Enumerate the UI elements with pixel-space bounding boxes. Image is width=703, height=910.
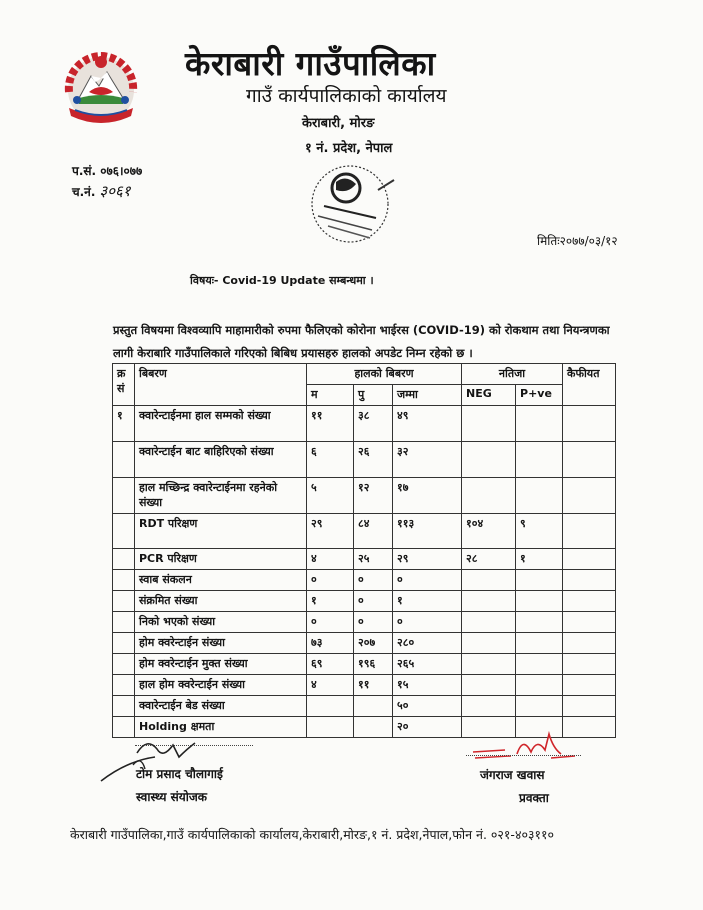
cell-positive: ९ [516,514,563,549]
cell-description: RDT परिक्षण [135,514,307,549]
table-row [113,612,616,633]
table-row [113,514,616,549]
cell-female: ७३ [307,633,354,654]
cell-male: ० [354,612,393,633]
office-subtitle: गाउँ कार्यपालिकाको कार्यालय [246,85,447,107]
table-row [113,633,616,654]
table-row [113,591,616,612]
cell-negative: १०४ [462,514,516,549]
cell-total: २९ [393,549,462,570]
table-row [113,675,616,696]
cell-remarks [563,696,616,717]
cell-total: १७ [393,478,462,514]
cell-female: ५ [307,478,354,514]
cell-female: १ [307,591,354,612]
cell-total: ० [393,612,462,633]
cell-total: १ [393,591,462,612]
cell-negative [462,696,516,717]
table-row [113,570,616,591]
cell-female: २९ [307,514,354,549]
cell-remarks [563,675,616,696]
cell-remarks [563,406,616,442]
covid-update-table [112,363,616,738]
cell-serial [113,633,135,654]
cell-remarks [563,591,616,612]
cell-negative [462,570,516,591]
cell-female: ४ [307,675,354,696]
cell-male: २६ [354,442,393,478]
cell-remarks [563,654,616,675]
cell-description: स्वाब संकलन [135,570,307,591]
cell-male: ३८ [354,406,393,442]
cell-total: ५० [393,696,462,717]
signature-right [465,728,580,764]
cell-positive [516,406,563,442]
header-total: जम्मा [393,385,462,406]
cell-positive [516,442,563,478]
header-male: पु [354,385,393,406]
header-serial: क्र सं [113,364,135,406]
intro-paragraph: प्रस्तुत विषयमा विश्वव्यापि माहामारीको रुपमा फैलिएको कोरोना भाईरस (COVID-19) को रोकथाम तथा नियन्त्रणका लागी केराबारि गाउँपालिकाले गरिएको बिबिध प्रयासहरु हालको अपडेट निम्न रहेको छ । [113,323,610,360]
cell-male: १९६ [354,654,393,675]
cell-negative [462,406,516,442]
cell-remarks [563,549,616,570]
cell-female: ६ [307,442,354,478]
cell-female: ११ [307,406,354,442]
cell-serial [113,478,135,514]
header-description: बिबरण [135,364,307,406]
cell-negative [462,675,516,696]
cell-negative: २८ [462,549,516,570]
cell-description: होम क्वरेन्टाईन संख्या [135,633,307,654]
cell-total: ४९ [393,406,462,442]
cell-positive [516,591,563,612]
document-date: मितिः२०७७/०३/१२ [537,234,618,248]
address-line-1: केराबारी, मोरङ [302,116,375,131]
table-row [113,406,616,442]
cell-positive [516,696,563,717]
cell-total: २० [393,717,462,738]
cell-negative [462,478,516,514]
cell-negative [462,442,516,478]
header-positive: P+ve [516,385,563,406]
cell-negative [462,654,516,675]
header-result: नतिजा [462,364,563,385]
cell-positive [516,612,563,633]
cell-serial [113,612,135,633]
cell-serial [113,696,135,717]
signatory-right-role: प्रवक्ता [519,791,549,805]
footer-address: केराबारी गाउँपालिका,गाउँ कार्यपालिकाको कार्यालय,केराबारी,मोरङ,१ नं. प्रदेश,नेपाल,फोन नं. ०२१-४०३११० [70,827,554,842]
subject-line: विषयः- Covid-19 Update सम्बन्धमा । [190,274,374,287]
cell-total: २६५ [393,654,462,675]
cell-female [307,717,354,738]
cell-female: ० [307,570,354,591]
cell-remarks [563,612,616,633]
header-current-status: हालको बिबरण [307,364,462,385]
cell-male: ११ [354,675,393,696]
cell-total: २८० [393,633,462,654]
reference-ps: प.सं. ०७६।०७७ [72,164,143,178]
cell-serial [113,549,135,570]
cell-description: होम क्वरेन्टाईन मुक्त संख्या [135,654,307,675]
cell-male [354,696,393,717]
cell-negative [462,612,516,633]
cell-remarks [563,478,616,514]
cell-positive [516,633,563,654]
cell-total: ० [393,570,462,591]
government-emblem-icon [55,50,147,132]
cell-male: २५ [354,549,393,570]
cell-male: १२ [354,478,393,514]
cell-description: हाल होम क्वरेन्टाईन संख्या [135,675,307,696]
cell-remarks [563,570,616,591]
cell-negative [462,633,516,654]
cell-positive [516,675,563,696]
cell-male: २०७ [354,633,393,654]
cell-description: Holding क्षमता [135,717,307,738]
cell-female: ० [307,612,354,633]
cell-description: क्वारेन्टाईनमा हाल सम्मको संख्या [135,406,307,442]
reference-cn-label: च.नं. [72,185,96,199]
reference-cn-value: ३०६१ [99,182,131,200]
office-seal-stamp [298,160,408,250]
cell-total: ११३ [393,514,462,549]
cell-positive: १ [516,549,563,570]
cell-female: ६९ [307,654,354,675]
cell-total: ३२ [393,442,462,478]
cell-serial [113,442,135,478]
cell-description: हाल मच्छिन्द्र क्वारेन्टाईनमा रहनेको संख्या [135,478,307,514]
page-title: केराबारी गाउँपालिका [185,44,436,83]
cell-description: PCR परिक्षण [135,549,307,570]
header-female: म [307,385,354,406]
table-row [113,654,616,675]
signature-line-right [466,755,581,756]
signature-line-left [135,745,253,746]
cell-serial [113,570,135,591]
cell-male: ० [354,591,393,612]
cell-female [307,696,354,717]
cell-serial [113,675,135,696]
table-row [113,696,616,717]
cell-description: संक्रमित संख्या [135,591,307,612]
cell-positive [516,570,563,591]
cell-serial [113,654,135,675]
address-line-2: १ नं. प्रदेश, नेपाल [305,141,393,156]
cell-positive [516,478,563,514]
cell-description: निको भएको संख्या [135,612,307,633]
cell-total: १५ [393,675,462,696]
cell-remarks [563,514,616,549]
cell-positive [516,654,563,675]
cell-male [354,717,393,738]
table-row [113,549,616,570]
table-row [113,478,616,514]
cell-serial [113,591,135,612]
cell-description: क्वारेन्टाईन बेड संख्या [135,696,307,717]
cell-male: ८४ [354,514,393,549]
cell-male: ० [354,570,393,591]
table-row [113,442,616,478]
header-remarks: कैफीयत [563,364,616,406]
cell-negative [462,591,516,612]
signatory-right-name: जंगराज खवास [480,768,545,782]
cell-female: ४ [307,549,354,570]
header-negative: NEG [462,385,516,406]
signatory-left-role: स्वास्थ्य संयोजक [136,790,207,804]
cell-description: क्वारेन्टाईन बाट बाहिरिएको संख्या [135,442,307,478]
cell-remarks [563,442,616,478]
reference-cn [72,181,131,201]
cell-serial [113,514,135,549]
cell-remarks [563,633,616,654]
signatory-left-name: टोम प्रसाद चौलागाई [136,767,223,781]
cell-serial: १ [113,406,135,442]
